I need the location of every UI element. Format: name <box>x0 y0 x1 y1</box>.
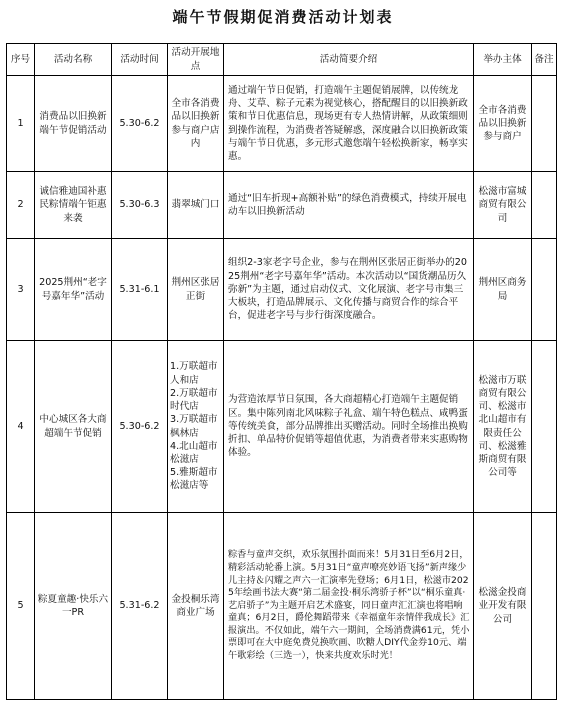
cell-intro: 通过端午节日促销，打造端午主题促销展牌，以传统龙舟、艾草、粽子元素为视觉核心，搭配醒目的以旧换新政策和节日优惠信息，现场更有专人热情讲解，从政策细则到操作流程，为消费者答疑解惑，深度融合以旧换新政策与端午节日优惠，多元形式邀您端午轻松换新家，畅享实惠。 <box>224 76 474 172</box>
cell-remark <box>532 172 557 239</box>
cell-location: 1.万联超市人和店 2.万联超市时代店 3.万联超市枫林店 4.北山超市松滋店 5.雅斯超市松滋店等 <box>168 341 224 513</box>
table-row <box>7 76 557 172</box>
header-location: 活动开展地点 <box>168 44 224 76</box>
cell-name: 2025荆州“老字号嘉年华”活动 <box>35 239 112 341</box>
header-name: 活动名称 <box>35 44 112 76</box>
cell-organizer: 松滋市富城商贸有限公司 <box>474 172 532 239</box>
cell-name: 中心城区各大商超端午节促销 <box>35 341 112 513</box>
cell-name: 粽夏童趣·快乐六一PR <box>35 513 112 700</box>
table-row <box>7 172 557 239</box>
document-title: 端午节假期促消费活动计划表 <box>172 8 394 26</box>
header-organizer: 举办主体 <box>474 44 532 76</box>
cell-seq: 4 <box>7 341 35 513</box>
cell-seq: 2 <box>7 172 35 239</box>
activity-table <box>6 43 557 700</box>
cell-intro: 粽香与童声交织，欢乐氛围扑面而来！5月31日至6月2日，精彩活动轮番上演。5月31日“童声嘹亮妙语飞扬”新声缘少儿主持＆闪耀之声六一汇演率先登场；6月1日，松滋市2025年绘画书法大赛“第二届金投·桐乐湾骄子杯”以“桐乐童真·艺启骄子”为主题开启艺术盛宴，同日童声汇汇演也将唱响童真；6月2日，爵伦舞蹈带来《幸福童年亲情伴我成长》汇报演出。不仅如此，端午六一期间，全场消费满61元，凭小票即可在大中庭免费兑换吹画、吹糖人DIY代金券10元、端午歌彩绘（三选一），快来共度欢乐时光！ <box>224 513 474 700</box>
cell-intro: 为营造浓厚节日氛围，各大商超精心打造端午主题促销区。集中陈列南北风味粽子礼盒、端午特色糕点、咸鸭蛋等传统美食，部分品牌推出买赠活动。同时全场推出换购折扣、单品特价促销等超值优惠，为消费者带来实惠购物体验。 <box>224 341 474 513</box>
cell-remark <box>532 513 557 700</box>
cell-name: 诚信雅迪国补惠民粽情端午钜惠来袭 <box>35 172 112 239</box>
cell-organizer: 全市各消费品以旧换新参与商户 <box>474 76 532 172</box>
header-seq: 序号 <box>7 44 35 76</box>
cell-name: 消费品以旧换新端午节促销活动 <box>35 76 112 172</box>
table-row <box>7 239 557 341</box>
cell-seq: 1 <box>7 76 35 172</box>
cell-time: 5.30-6.2 <box>112 341 168 513</box>
cell-intro: 组织2-3家老字号企业，参与在荆州区张居正街举办的2025荆州“老字号嘉年华”活动。本次活动以“国货潮品历久弥新”为主题，通过启动仪式、文化展演、老字号市集三大板块，打造品牌展示、文化传播与商贸合作的综合平台，促进老字号与步行街深度融合。 <box>224 239 474 341</box>
cell-intro: 通过“旧车折现+高额补贴”的绿色消费模式，持续开展电动车以旧换新活动 <box>224 172 474 239</box>
header-remark: 备注 <box>532 44 557 76</box>
table-row <box>7 513 557 700</box>
cell-time: 5.31-6.2 <box>112 513 168 700</box>
cell-remark <box>532 341 557 513</box>
table-header-row <box>7 44 557 76</box>
cell-organizer: 松滋金投商业开发有限公司 <box>474 513 532 700</box>
cell-time: 5.30-6.2 <box>112 76 168 172</box>
cell-organizer: 松滋市万联商贸有限公司、松滋市北山超市有限责任公司、松滋雅斯商贸有限公司等 <box>474 341 532 513</box>
cell-organizer: 荆州区商务局 <box>474 239 532 341</box>
header-time: 活动时间 <box>112 44 168 76</box>
cell-remark <box>532 76 557 172</box>
cell-remark <box>532 239 557 341</box>
cell-time: 5.31-6.1 <box>112 239 168 341</box>
cell-location: 全市各消费品以旧换新参与商户店内 <box>168 76 224 172</box>
header-intro: 活动简要介绍 <box>224 44 474 76</box>
cell-location: 荆州区张居正街 <box>168 239 224 341</box>
cell-seq: 5 <box>7 513 35 700</box>
cell-location: 翡翠城门口 <box>168 172 224 239</box>
cell-location: 金投桐乐湾商业广场 <box>168 513 224 700</box>
cell-time: 5.30-6.3 <box>112 172 168 239</box>
table-row <box>7 341 557 513</box>
cell-seq: 3 <box>7 239 35 341</box>
